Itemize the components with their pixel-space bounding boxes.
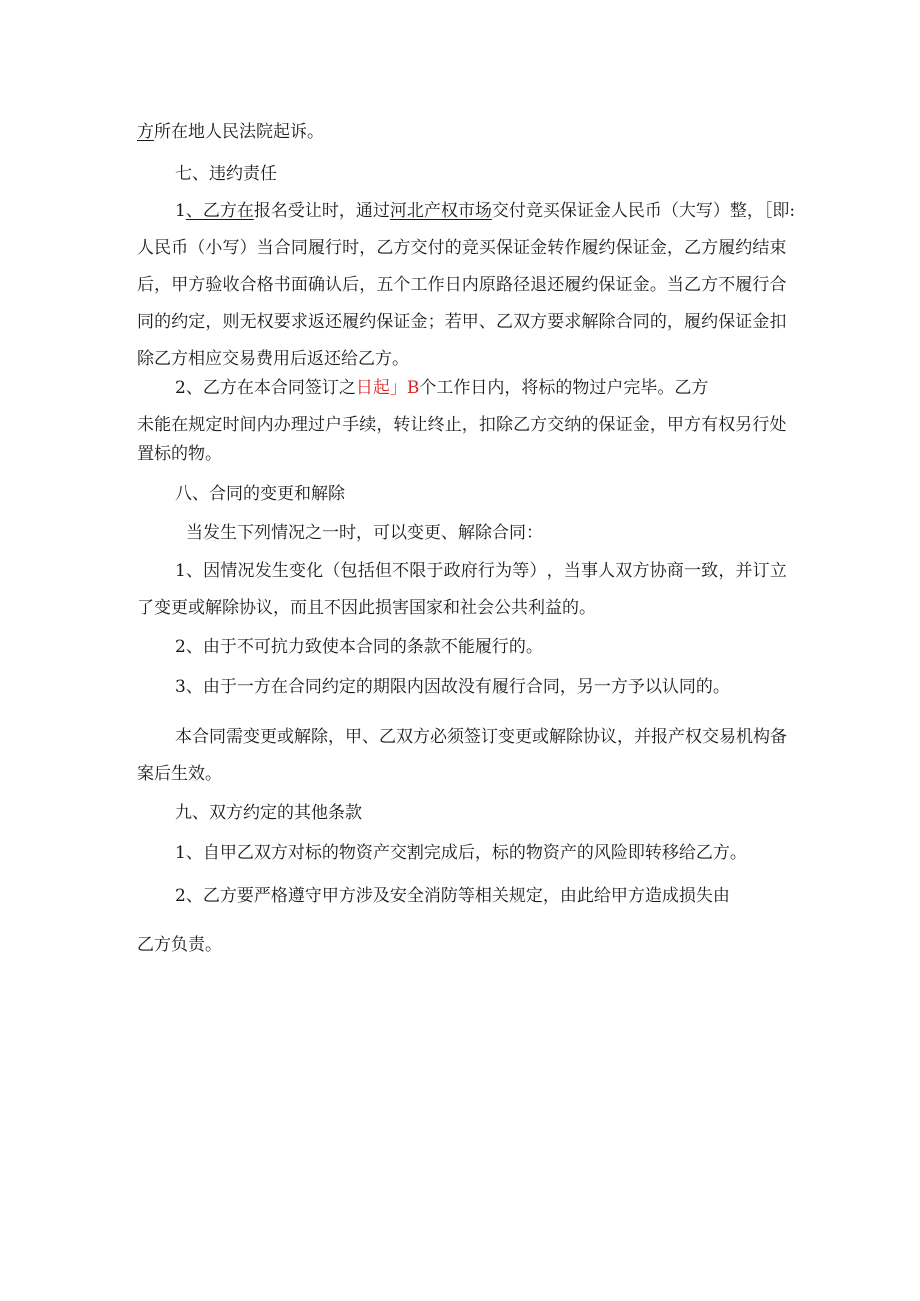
glyph: 约 (598, 238, 616, 258)
glyph: 解 (549, 727, 566, 747)
section-8-para-line-1 (175, 726, 787, 748)
glyph: 合 (192, 727, 209, 747)
section-9-item-2: 2、乙方要严格遵守甲方涉及安全消防等相关规定，由此给甲方造成损失由 (175, 886, 730, 906)
glyph: 议 (600, 727, 617, 747)
section-8-item-1-line-2: 了变更或解除协议，而且不因此损害国家和社会公共利益的。 (137, 598, 596, 618)
glyph: ） (239, 238, 257, 258)
glyph: 证 (615, 275, 633, 295)
glyph: 还 (325, 312, 343, 332)
glyph: 方 (413, 727, 430, 747)
glyph: 乙 (684, 238, 701, 258)
glyph: 不 (718, 275, 736, 295)
glyph: 证 (513, 238, 531, 258)
section-8-intro: 当发生下列情况之一时，可以变更、解除合同： (186, 523, 543, 543)
glyph: 路 (495, 275, 513, 295)
clause-7-2-line-1: 2、乙方在本合同签订之日起」B个工作日内，将标的物过户完毕。乙方 (175, 378, 709, 398)
glyph: 同 (290, 238, 308, 258)
glyph: 户 (325, 415, 343, 435)
glyph: 则 (222, 312, 240, 332)
glyph: ， (154, 275, 172, 295)
glyph: 的 (581, 415, 599, 435)
glyph: 或 (277, 727, 294, 747)
glyph: 甲 (171, 275, 189, 295)
glyph: 时 (222, 415, 240, 435)
glyph: 径 (513, 275, 531, 295)
glyph: 续 (359, 415, 377, 435)
glyph: 订 (481, 727, 498, 747)
glyph: 小 (205, 238, 223, 258)
section-7-heading: 七、违约责任 (175, 164, 277, 184)
glyph: 但 (374, 561, 392, 581)
glyph: 约 (171, 312, 189, 332)
glyph: 的 (444, 238, 462, 258)
glyph: 包 (340, 561, 358, 581)
glyph: 行 (752, 275, 770, 295)
glyph: 手 (342, 415, 360, 435)
glyph: 的 (154, 312, 172, 332)
glyph: 束 (769, 238, 787, 258)
section-9-heading: 九、双方约定的其他条款 (175, 803, 362, 823)
glyph: 保 (376, 312, 394, 332)
glyph: 保 (495, 238, 513, 258)
glyph: 甲 (666, 415, 684, 435)
glyph: 写 (222, 238, 240, 258)
glyph: 需 (226, 727, 243, 747)
glyph: 必 (430, 727, 447, 747)
glyph: 证 (615, 415, 633, 435)
glyph: 方 (701, 275, 719, 295)
glyph: 要 (273, 312, 291, 332)
glyph: 履 (564, 275, 582, 295)
section-9-item-2-line-2: 乙方负责。 (137, 935, 222, 955)
glyph: 履 (342, 312, 360, 332)
glyph: 更 (515, 727, 532, 747)
glyph: 书 (273, 275, 291, 295)
glyph: 履 (735, 275, 753, 295)
glyph: 并 (735, 561, 753, 581)
glyph: 为 (495, 561, 513, 581)
glyph: 保 (598, 275, 616, 295)
glyph: 止 (444, 415, 462, 435)
glyph: 商 (666, 561, 684, 581)
glyph: 在 (171, 415, 189, 435)
glyph: 事 (580, 561, 598, 581)
glyph: 变 (289, 561, 307, 581)
underlined-text: 河北产权市场 (389, 201, 492, 221)
glyph: 保 (718, 312, 736, 332)
glyph: ， (666, 312, 684, 332)
clause-7-1-line-3 (137, 274, 787, 296)
glyph: 协 (649, 561, 667, 581)
glyph: 合 (239, 275, 257, 295)
glyph: ， (376, 415, 394, 435)
glyph: 发 (254, 561, 272, 581)
glyph: 或 (532, 727, 549, 747)
glyph: （ (188, 238, 206, 258)
glyph: 人 (137, 238, 154, 258)
glyph: 内 (461, 275, 479, 295)
clause-7-2-line-3: 置标的物。 (137, 444, 222, 464)
glyph: 履 (684, 312, 701, 332)
glyph: 约 (701, 312, 719, 332)
glyph: 转 (547, 238, 565, 258)
glyph: 履 (307, 238, 325, 258)
glyph: 求 (290, 312, 308, 332)
glyph: 签 (464, 727, 481, 747)
glyph: 金 (649, 238, 667, 258)
glyph: 五 (376, 275, 394, 295)
section-8-heading: 八、合同的变更和解除 (175, 484, 345, 504)
glyph: 日 (444, 275, 462, 295)
glyph: 返 (307, 312, 325, 332)
glyph: 乙 (376, 238, 394, 258)
glyph: 因 (203, 561, 221, 581)
glyph: 作 (564, 238, 582, 258)
glyph: 工 (410, 275, 428, 295)
glyph: 未 (137, 415, 154, 435)
glyph: 保 (598, 415, 616, 435)
glyph: 结 (752, 238, 770, 258)
glyph: 时 (342, 238, 360, 258)
glyph: 金 (530, 238, 548, 258)
glyph: 内 (256, 415, 274, 435)
glyph: 付 (427, 238, 445, 258)
underlined-text: 、乙方在 (185, 201, 254, 221)
glyph: 约 (735, 238, 753, 258)
glyph: ， (328, 727, 345, 747)
glyph: 1 (175, 561, 186, 581)
glyph: 交 (547, 415, 565, 435)
glyph: ； (427, 312, 445, 332)
glyph: ， (546, 561, 564, 581)
glyph: 致 (701, 561, 719, 581)
glyph: 让 (410, 415, 428, 435)
glyph: 、 (186, 561, 203, 581)
glyph: 更 (260, 727, 277, 747)
glyph: 面 (290, 275, 308, 295)
glyph: 扣 (769, 312, 787, 332)
section-9-item-1: 1、自甲乙双方对标的物资产交割完成后，标的物资产的风险即转移给乙方。 (175, 843, 747, 863)
glyph: 合 (615, 312, 633, 332)
glyph: 的 (649, 312, 667, 332)
glyph: 币 (171, 238, 189, 258)
glyph: 变 (498, 727, 515, 747)
glyph: 一 (683, 561, 701, 581)
glyph: 除 (495, 415, 513, 435)
glyph: 解 (294, 727, 311, 747)
glyph: 转 (393, 415, 411, 435)
glyph: 乙 (513, 415, 531, 435)
glyph: 甲 (461, 312, 479, 332)
glyph: 同 (137, 312, 154, 332)
glyph: 金 (752, 312, 770, 332)
glyph: ） (529, 561, 547, 581)
glyph: 于 (426, 561, 444, 581)
red-text: 日起」B (355, 378, 420, 398)
glyph: ， (359, 238, 377, 258)
glyph: 府 (460, 561, 478, 581)
glyph: 约 (359, 312, 377, 332)
glyph: 若 (444, 312, 462, 332)
glyph: 证 (735, 312, 753, 332)
glyph: 权 (256, 312, 274, 332)
glyph: 民 (154, 238, 172, 258)
glyph: ， (666, 238, 684, 258)
glyph: 乙 (684, 275, 701, 295)
glyph: 等 (512, 561, 530, 581)
glyph: 另 (735, 415, 753, 435)
glyph: 构 (753, 727, 770, 747)
glyph: 不 (392, 561, 410, 581)
continued-line: 方所在地人民法院起诉。 (137, 122, 324, 142)
glyph: 乙 (379, 727, 396, 747)
glyph: 、 (362, 727, 379, 747)
glyph: 本 (175, 727, 192, 747)
glyph: 处 (769, 415, 787, 435)
glyph: 证 (393, 312, 411, 332)
glyph: 变 (243, 727, 260, 747)
glyph: 交 (410, 238, 428, 258)
clause-7-1-line-4 (137, 311, 787, 333)
glyph: 、 (478, 312, 496, 332)
glyph: 易 (719, 727, 736, 747)
glyph: 乙 (495, 312, 513, 332)
glyph: 原 (478, 275, 496, 295)
glyph: 买 (478, 238, 496, 258)
glyph: 求 (564, 312, 582, 332)
glyph: 定 (188, 312, 206, 332)
glyph: 退 (530, 275, 548, 295)
glyph: 保 (615, 238, 633, 258)
glyph: 方 (530, 312, 548, 332)
glyph: 定 (205, 415, 223, 435)
glyph: 金 (410, 312, 428, 332)
glyph: 订 (752, 561, 770, 581)
section-8-item-3: 3、由于一方在合同约定的期限内因故没有履行合同，另一方予以认同的。 (175, 677, 730, 697)
glyph: 权 (718, 415, 736, 435)
glyph: 方 (632, 561, 650, 581)
glyph: 除 (311, 727, 328, 747)
glyph: 生 (271, 561, 289, 581)
glyph: 办 (273, 415, 291, 435)
glyph: 认 (325, 275, 343, 295)
section-8-item-2: 2、由于不可抗力致使本合同的条款不能履行的。 (175, 637, 543, 657)
glyph: 履 (581, 238, 599, 258)
glyph: 甲 (345, 727, 362, 747)
glyph: 扣 (478, 415, 496, 435)
glyph: 合 (273, 238, 291, 258)
glyph: 作 (427, 275, 445, 295)
glyph: 终 (427, 415, 445, 435)
glyph: 须 (447, 727, 464, 747)
glyph: 机 (736, 727, 753, 747)
glyph: 方 (188, 275, 206, 295)
glyph: 限 (409, 561, 427, 581)
glyph: 个 (393, 275, 411, 295)
glyph: 过 (307, 415, 325, 435)
glyph: 行 (752, 415, 770, 435)
glyph: 金 (632, 275, 650, 295)
clause-7-1-line-5: 除乙方相应交易费用后返还给乙方。 (137, 349, 409, 369)
glyph: 行 (477, 561, 495, 581)
glyph: 规 (188, 415, 206, 435)
glyph: 后 (342, 275, 360, 295)
glyph: 当 (563, 561, 581, 581)
glyph: 双 (615, 561, 633, 581)
glyph: 情 (220, 561, 238, 581)
clause-7-1-line-2 (137, 237, 787, 259)
glyph: 除 (566, 727, 583, 747)
glyph: 况 (237, 561, 255, 581)
glyph: 。 (649, 275, 667, 295)
glyph: 行 (325, 238, 343, 258)
glyph: 要 (547, 312, 565, 332)
glyph: 有 (701, 415, 719, 435)
glyph: 权 (685, 727, 702, 747)
glyph: 履 (718, 238, 736, 258)
glyph: 括 (357, 561, 375, 581)
glyph: 备 (770, 727, 787, 747)
glyph: 理 (290, 415, 308, 435)
glyph: ， (461, 415, 479, 435)
glyph: 交 (702, 727, 719, 747)
glyph: 政 (443, 561, 461, 581)
glyph: 确 (307, 275, 325, 295)
glyph: 方 (701, 238, 719, 258)
underlined-text: 方 (137, 122, 154, 142)
glyph: 验 (205, 275, 223, 295)
glyph: 除 (598, 312, 616, 332)
glyph: 同 (209, 727, 226, 747)
glyph: （ (323, 561, 341, 581)
glyph: 化 (306, 561, 324, 581)
glyph: 双 (396, 727, 413, 747)
glyph: 竞 (461, 238, 479, 258)
glyph: 协 (583, 727, 600, 747)
clause-7-2-line-2 (137, 414, 787, 436)
glyph: 纳 (564, 415, 582, 435)
glyph: 证 (632, 238, 650, 258)
glyph: 并 (634, 727, 651, 747)
glyph: 报 (651, 727, 668, 747)
glyph: 还 (547, 275, 565, 295)
glyph: 能 (154, 415, 172, 435)
glyph: 方 (684, 415, 701, 435)
clause-7-1-line-1: 1、乙方在报名受让时，通过河北产权市场交付竞买保证金人民币（大写）整，［即: (175, 201, 796, 221)
section-8-para-line-2: 案后生效。 (137, 764, 222, 784)
section-8-item-1-line-1 (175, 560, 787, 582)
glyph: 无 (239, 312, 257, 332)
glyph: 立 (769, 561, 787, 581)
glyph: 合 (769, 275, 787, 295)
glyph: 金 (632, 415, 650, 435)
glyph: 收 (222, 275, 240, 295)
glyph: 约 (581, 275, 599, 295)
glyph: ， (359, 275, 377, 295)
glyph: ， (617, 727, 634, 747)
glyph: ， (718, 561, 736, 581)
glyph: ， (649, 415, 667, 435)
glyph: 当 (256, 238, 274, 258)
glyph: 后 (137, 275, 154, 295)
glyph: 同 (632, 312, 650, 332)
glyph: 间 (239, 415, 257, 435)
glyph: ， (205, 312, 223, 332)
glyph: 产 (668, 727, 685, 747)
glyph: 双 (513, 312, 531, 332)
glyph: 人 (598, 561, 616, 581)
glyph: 格 (256, 275, 274, 295)
glyph: 当 (666, 275, 684, 295)
glyph: 方 (393, 238, 411, 258)
glyph: 方 (530, 415, 548, 435)
glyph: 解 (581, 312, 599, 332)
